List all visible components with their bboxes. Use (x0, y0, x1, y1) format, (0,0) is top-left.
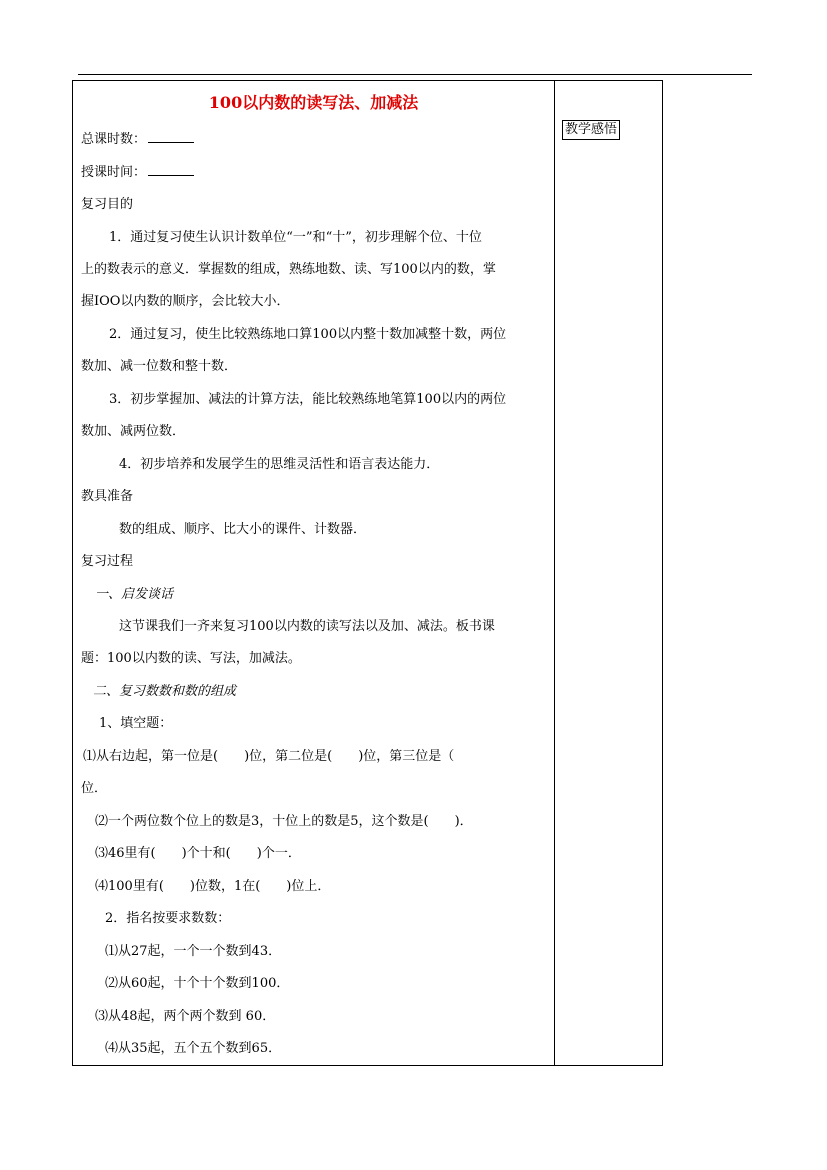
column-divider (554, 81, 555, 1065)
total-hours-field (81, 131, 194, 149)
goal-2-line-1: 2．通过复习，使生比较熟练地口算100以内整十数加减整十数，两位 (109, 327, 507, 342)
question-1-3: ⑶46里有( )个十和( )个一． (95, 846, 301, 861)
header-rule (78, 74, 752, 75)
question-2-2: ⑵从60起，十个十个数到100． (105, 976, 290, 991)
teach-time-blank (148, 164, 194, 176)
question-2-1: ⑴从27起，一个一个数到43． (105, 944, 282, 959)
goal-4-line-1: 4．初步培养和发展学生的思维灵活性和语言表达能力． (119, 457, 440, 472)
goal-1-line-3: 握IOO以内数的顺序，会比较大小． (81, 294, 290, 309)
total-hours-label: 总课时数： (81, 132, 147, 147)
document-title: 100以内数的读写法、加减法 (208, 93, 419, 112)
tools-heading: 教具准备 (81, 489, 134, 504)
goals-heading: 复习目的 (81, 197, 134, 212)
question-1-1-line-1: ⑴从右边起，第一位是( )位，第二位是( )位，第三位是（ (83, 749, 455, 764)
teach-time-label: 授课时间： (81, 165, 147, 180)
part-1-line-2: 题：100以内数的读、写法，加减法。 (81, 651, 301, 666)
question-1-heading: 1、填空题： (99, 716, 173, 731)
part-1-heading: 一、启发谈话 (95, 587, 174, 602)
process-heading: 复习过程 (81, 554, 134, 569)
goal-1-line-2: 上的数表示的意义．掌握数的组成，熟练地数、读、写100以内的数，掌 (81, 262, 496, 277)
part-1-line-1: 这节课我们一齐来复习100以内数的读写法以及加、减法。板书课 (119, 619, 495, 634)
question-1-4: ⑷100里有( )位数，1在( )位上． (95, 879, 331, 894)
lesson-table (72, 80, 663, 1066)
question-2-4: ⑷从35起，五个五个数到65． (105, 1041, 282, 1056)
part-2-heading: 二、复习数数和数的组成 (93, 684, 237, 699)
goal-3-line-1: 3．初步掌握加、减法的计算方法，能比较熟练地笔算100以内的两位 (109, 392, 507, 407)
question-2-heading: 2．指名按要求数数： (105, 911, 231, 926)
question-2-3: ⑶从48起，两个两个数到 60． (95, 1009, 276, 1024)
total-hours-blank (148, 131, 194, 143)
question-1-2: ⑵一个两位数个位上的数是3，十位上的数是5，这个数是( )． (95, 814, 473, 829)
tools-line-1: 数的组成、顺序、比大小的课件、计数器． (119, 522, 367, 537)
goal-1-line-1: 1．通过复习使生认识计数单位“一”和“十”，初步理解个位、十位 (109, 230, 482, 245)
teach-time-field (81, 164, 194, 182)
question-1-1-line-2: 位． (81, 781, 108, 796)
goal-3-line-2: 数加、减两位数． (81, 424, 186, 439)
teaching-reflection-label: 教学感悟 (562, 120, 620, 140)
goal-2-line-2: 数加、减一位数和整十数． (81, 359, 238, 374)
